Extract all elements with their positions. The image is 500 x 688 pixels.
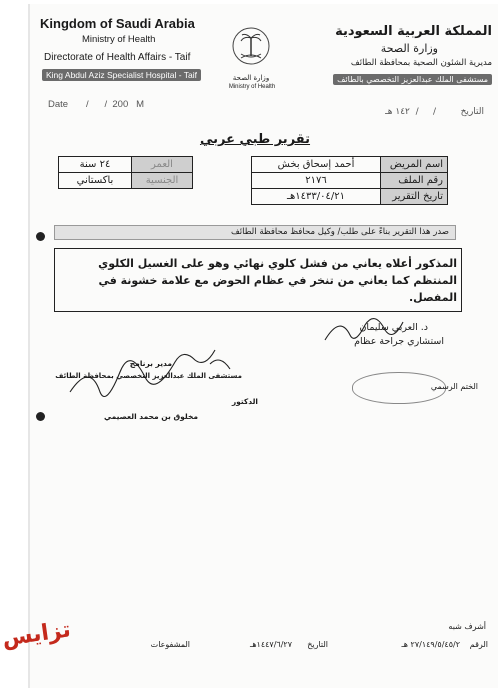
directorate-ar: مديرية الشئون الصحية بمحافظة الطائف	[350, 58, 492, 68]
directorate-en: Directorate of Health Affairs - Taif	[44, 52, 191, 63]
ministry-ar: وزارة الصحة	[380, 42, 438, 55]
report-date: ١٤٣٣/٠٤/٢١هـ	[252, 189, 381, 205]
ref-value: ٢٧/١٤٩/٥/٤٥/٢ هـ	[401, 640, 460, 649]
attachments-label: المشفوعات	[150, 640, 190, 649]
report-date-label: تاريخ التقرير	[381, 189, 448, 205]
logo-en: Ministry of Health	[228, 84, 276, 90]
report-body: المذكور أعلاه يعاني من فشل كلوي نهائي وهو على الغسيل الكلوي المنتظم كما يعاني من تنخر في عظام الحوض مع علامة خشونة في المفصل.	[54, 248, 462, 312]
ref-label: الرقم	[469, 640, 488, 649]
date-value-en: / / 200 M	[86, 99, 145, 110]
demographics-table	[58, 156, 193, 189]
binder-hole-icon	[36, 412, 45, 421]
director-line-2: مستشفى الملك عبدالعزيز التخصصي بمحافظة الطائف	[55, 372, 242, 380]
doctor-title: استشاري جراحة عظام	[354, 336, 444, 347]
patient-info-table	[251, 156, 448, 205]
country-ar: المملكة العربية السعودية	[335, 24, 492, 39]
country-en: Kingdom of Saudi Arabia	[40, 16, 195, 31]
director-line-1: مدير برنامج	[129, 359, 172, 368]
stamp-label: الختم الرسمي	[430, 382, 478, 391]
ministry-en: Ministry of Health	[82, 34, 156, 45]
footer-date-label: التاريخ	[307, 640, 328, 649]
director-line-3: الدكتور	[231, 397, 258, 406]
date-value-ar: / / ١٤٢ هـ	[385, 107, 436, 117]
director-line-4: مخلوق بن محمد العصيمي	[103, 412, 198, 421]
document-page	[30, 4, 498, 688]
issued-note: صدر هذا التقرير بناءً على طلب/ وكيل محافظ محافظة الطائف	[54, 225, 456, 240]
report-title: تقرير طبي عربي	[199, 132, 311, 147]
footer-date-value: ١٤٤٧/٦/٢٧هـ	[249, 640, 292, 649]
hospital-ar: مستشفى الملك عبدالعزيز التخصصي بالطائف	[333, 74, 492, 85]
ministry-emblem-icon	[226, 24, 276, 72]
logo-ar: وزارة الصحة	[232, 74, 270, 82]
patient-name: أحمد إسحاق بخش	[252, 157, 381, 173]
nationality-value: باكستاني	[59, 173, 132, 189]
nationality-label: الجنسية	[132, 173, 193, 189]
date-label-ar: التاريخ	[460, 107, 484, 117]
patient-name-label: اسم المريض	[381, 157, 448, 173]
age-value: ٢٤ سنة	[59, 157, 132, 173]
doctor-name: د. العربي سليمان	[359, 322, 428, 333]
supervisor-name: أشرف شبه	[448, 622, 486, 631]
binder-hole-icon	[36, 232, 45, 241]
hospital-en: King Abdul Aziz Specialist Hospital - Taif	[42, 69, 201, 81]
date-label-en: Date	[48, 99, 69, 110]
age-label: العمر	[132, 157, 193, 173]
file-number-label: رقم الملف	[381, 173, 448, 189]
file-number: ٢١٧٦	[252, 173, 381, 189]
watermark-logo: تزايس	[0, 617, 73, 652]
